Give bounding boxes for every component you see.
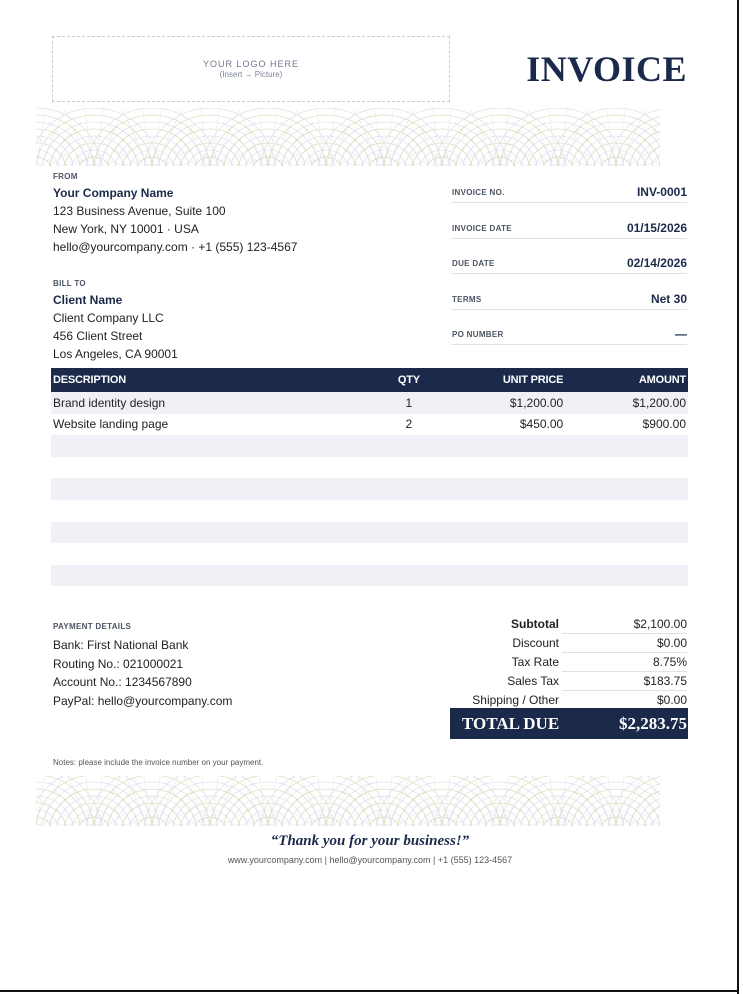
table-row[interactable] [51,435,688,457]
invoice-title: INVOICE [526,49,687,89]
item-description[interactable] [51,478,395,500]
from-label: FROM [53,172,78,181]
table-row[interactable] [51,457,688,479]
item-description[interactable]: Brand identity design [51,392,395,414]
item-qty[interactable] [395,565,423,587]
logo-placeholder[interactable] [52,36,450,102]
subtotal-value: $2,100.00 [633,617,687,631]
item-qty[interactable] [395,435,423,457]
item-description[interactable] [51,457,395,479]
item-description[interactable] [51,565,395,587]
item-qty[interactable] [395,543,423,565]
item-description[interactable] [51,522,395,544]
table-row[interactable] [51,522,688,544]
item-unit-price[interactable] [423,522,565,544]
logo-placeholder-hint: (Insert → Picture) [219,70,283,79]
item-amount [565,565,688,587]
item-qty[interactable]: 1 [395,392,423,414]
bill-to-label: BILL TO [53,279,86,288]
item-description[interactable] [51,500,395,522]
item-amount [565,478,688,500]
bill-to-name: Client Name [53,293,123,307]
bill-to-address-line1: 456 Client Street [53,329,143,343]
total-due-value: $2,283.75 [619,714,687,733]
item-unit-price[interactable]: $450.00 [519,417,564,432]
invoice-number-label: INVOICE NO. [452,188,505,197]
sales-tax-value: $183.75 [643,674,687,688]
item-qty[interactable]: 2 [405,417,413,432]
item-description[interactable]: Website landing page [53,417,169,432]
payment-bank: Bank: First National Bank [53,638,189,652]
po-number-label: PO NUMBER [452,330,504,339]
table-row[interactable] [51,392,688,414]
totals-divider [562,671,687,672]
due-date-label: DUE DATE [452,259,495,268]
column-header-qty: QTY [395,368,423,392]
item-qty[interactable] [395,478,423,500]
item-unit-price[interactable]: $1,200.00 [423,392,565,414]
bill-to-address-line2: Los Angeles, CA 90001 [53,347,178,361]
sales-tax-label: Sales Tax [507,674,559,688]
due-date-row [451,253,687,274]
terms-row [451,289,687,310]
item-amount [565,435,688,457]
item-amount [565,500,688,522]
decorative-pattern-top [36,108,660,166]
from-address-line2: New York, NY 10001 · USA [53,222,199,236]
table-row[interactable] [51,500,688,522]
column-header-description: DESCRIPTION [51,368,395,392]
po-number-row [451,324,687,345]
total-due-bar [450,708,688,739]
item-qty[interactable] [395,522,423,544]
discount-label: Discount [512,636,559,650]
discount-value[interactable]: $0.00 [656,636,687,650]
item-description[interactable] [51,543,395,565]
invoice-date-value[interactable]: 01/15/2026 [626,221,687,235]
from-contact: hello@yourcompany.com · +1 (555) 123-4567 [53,240,298,254]
tax-rate-value[interactable]: 8.75% [652,655,687,669]
column-header-amount: AMOUNT [565,368,688,392]
page-border-bottom [0,990,739,992]
item-qty[interactable] [395,457,423,479]
table-row[interactable] [51,565,688,587]
item-unit-price[interactable] [423,457,565,479]
payment-account: Account No.: 1234567890 [53,675,192,689]
terms-label: TERMS [452,295,482,304]
column-header-unit-price: UNIT PRICE [423,368,565,392]
item-unit-price[interactable] [423,478,565,500]
logo-placeholder-text: YOUR LOGO HERE [202,59,299,69]
table-header-row [51,368,688,392]
invoice-date-label: INVOICE DATE [452,224,512,233]
item-unit-price[interactable] [423,500,565,522]
item-unit-price[interactable] [423,435,565,457]
shipping-value[interactable]: $0.00 [656,693,687,707]
notes-text[interactable]: Notes: please include the invoice number on your payment. [53,758,264,767]
invoice-date-row [451,218,687,239]
payment-details-label: PAYMENT DETAILS [53,622,132,631]
item-unit-price[interactable] [423,543,565,565]
subtotal-label: Subtotal [511,617,559,631]
item-description[interactable] [51,435,395,457]
from-company-name: Your Company Name [53,186,174,200]
bill-to-company: Client Company LLC [53,311,164,325]
item-amount [565,522,688,544]
po-number-value[interactable]: — [675,327,687,341]
footer-contact: www.yourcompany.com | hello@yourcompany.com | +1 (555) 123-4567 [227,855,513,865]
item-amount: $900.00 [642,417,686,432]
due-date-value[interactable]: 02/14/2026 [626,256,687,270]
invoice-number-row [451,182,687,203]
item-unit-price[interactable] [423,565,565,587]
totals-divider [562,652,687,653]
item-amount [565,543,688,565]
decorative-pattern-bottom [36,776,660,826]
shipping-label: Shipping / Other [472,693,559,707]
item-amount [565,457,688,479]
table-row[interactable] [51,543,688,565]
item-amount: $1,200.00 [565,392,688,414]
tax-rate-label: Tax Rate [511,655,559,669]
totals-divider [562,633,687,634]
table-row[interactable] [51,414,688,436]
line-items-table [51,368,688,586]
payment-paypal: PayPal: hello@yourcompany.com [53,694,233,708]
invoice-number-value[interactable]: INV-0001 [636,185,687,199]
from-address-line1: 123 Business Avenue, Suite 100 [53,204,226,218]
table-row[interactable] [51,478,688,500]
payment-routing: Routing No.: 021000021 [53,657,184,671]
terms-value[interactable]: Net 30 [650,292,687,306]
item-qty[interactable] [395,500,423,522]
thank-you-message: “Thank you for your business!” [270,833,470,849]
total-due-label: TOTAL DUE [462,714,560,733]
totals-divider [562,690,687,691]
